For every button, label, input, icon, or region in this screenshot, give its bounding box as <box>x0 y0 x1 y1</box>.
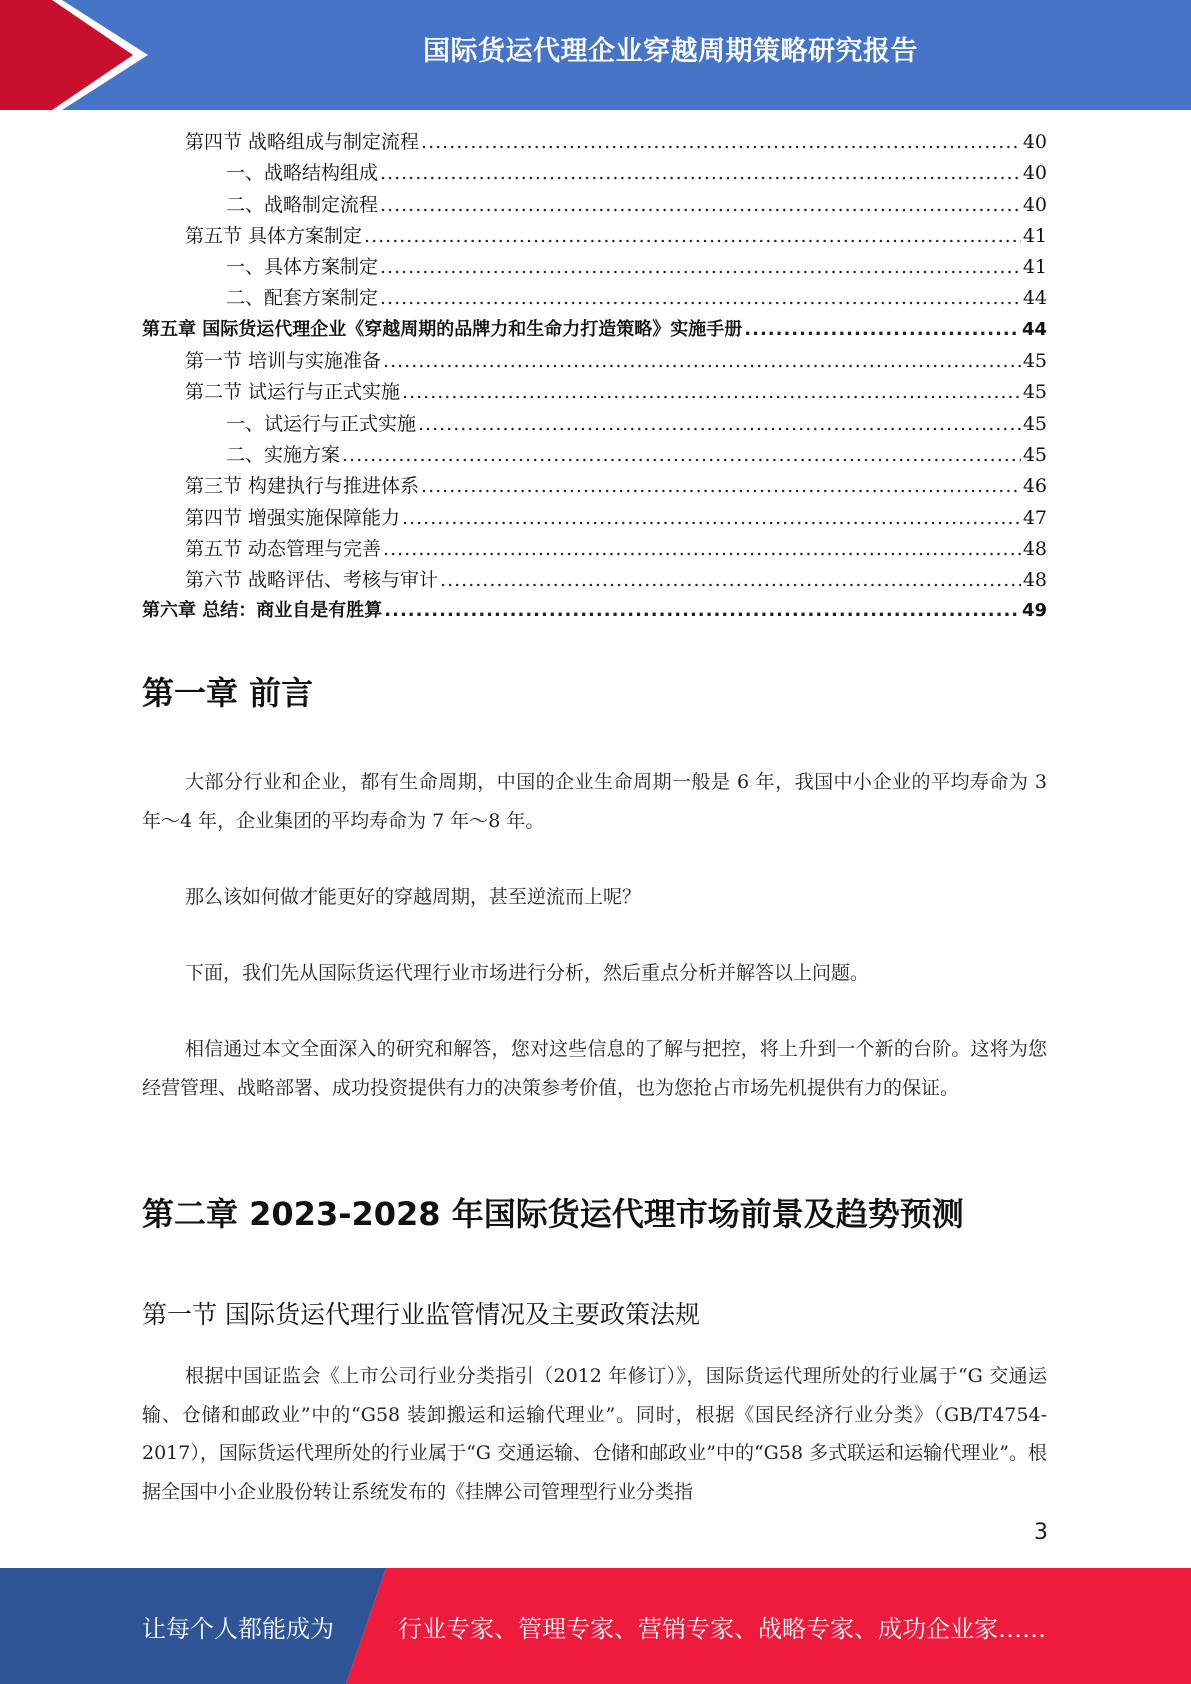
toc-entry[interactable] <box>142 315 1047 346</box>
toc-leader-dots <box>744 319 1020 340</box>
chapter-1-paragraph-2: 那么该如何做才能更好的穿越周期，甚至逆流而上呢？ <box>185 886 642 908</box>
toc-leader-dots <box>383 350 1021 372</box>
toc-entry-label: 第二节 试运行与正式实施 <box>185 381 401 404</box>
toc-entry-page: 45 <box>1022 412 1047 435</box>
toc-entry-label: 第四节 增强实施保障能力 <box>185 506 401 529</box>
chapter-2-heading: 第二章 2023-2028 年国际货运代理市场前景及趋势预测 <box>142 1195 964 1233</box>
toc-entry-page: 46 <box>1022 475 1047 498</box>
toc-entry-label: 第一节 培训与实施准备 <box>185 350 382 373</box>
toc-entry-page: 45 <box>1022 350 1047 373</box>
toc-entry-label: 一、试运行与正式实施 <box>226 412 417 435</box>
toc-entry-label: 第五章 国际货运代理企业《穿越周期的品牌力和生命力打造策略》实施手册 <box>142 318 743 340</box>
toc-entry-label: 第五节 具体方案制定 <box>185 224 363 247</box>
toc-entry-page: 40 <box>1022 162 1047 185</box>
toc-entry-page: 44 <box>1022 287 1047 310</box>
page-footer <box>0 1568 1191 1684</box>
toc-entry-label: 一、具体方案制定 <box>226 256 379 279</box>
toc-entry-page: 44 <box>1021 318 1047 340</box>
toc-leader-dots <box>402 381 1021 403</box>
toc-entry-label: 二、配套方案制定 <box>226 287 379 310</box>
toc-leader-dots <box>402 507 1021 529</box>
toc-entry-page: 41 <box>1022 256 1047 279</box>
toc-entry[interactable] <box>142 377 1047 408</box>
toc-entry[interactable] <box>142 409 1047 440</box>
toc-entry-page: 48 <box>1022 537 1047 560</box>
toc-leader-dots <box>380 162 1021 184</box>
toc-entry-page: 45 <box>1022 381 1047 404</box>
toc-entry[interactable] <box>142 440 1047 471</box>
toc-entry[interactable] <box>142 596 1047 627</box>
toc-leader-dots <box>364 225 1021 247</box>
toc-entry-label: 二、战略制定流程 <box>226 193 379 216</box>
toc-entry[interactable] <box>142 283 1047 314</box>
toc-entry-page: 40 <box>1022 131 1047 153</box>
toc-leader-dots <box>421 475 1021 497</box>
toc-leader-dots <box>383 538 1021 560</box>
footer-slogan-right: 行业专家、管理专家、营销专家、战略专家、成功企业家…… <box>398 1614 1046 1643</box>
toc-entry-page: 45 <box>1022 443 1047 466</box>
toc-entry[interactable] <box>142 346 1047 377</box>
toc-entry-page: 48 <box>1022 569 1047 592</box>
toc-leader-dots <box>380 256 1021 278</box>
toc-entry[interactable] <box>142 471 1047 502</box>
toc-entry-label: 二、实施方案 <box>226 443 341 466</box>
toc-entry-page: 40 <box>1022 193 1047 216</box>
toc-entry-label: 第六节 战略评估、考核与审计 <box>185 569 439 592</box>
toc-leader-dots <box>440 569 1021 591</box>
page-header <box>0 0 1191 110</box>
report-title: 国际货运代理企业穿越周期策略研究报告 <box>423 35 918 67</box>
toc-entry-label: 一、战略结构组成 <box>226 162 379 185</box>
toc-entry[interactable] <box>142 503 1047 534</box>
header-arrow-decoration <box>0 0 150 110</box>
footer-slogan-left: 让每个人都能成为 <box>142 1614 334 1643</box>
table-of-contents <box>142 127 1047 628</box>
toc-entry-label: 第五节 动态管理与完善 <box>185 537 382 560</box>
toc-entry[interactable] <box>142 565 1047 596</box>
toc-entry[interactable] <box>142 252 1047 283</box>
toc-entry[interactable] <box>142 158 1047 189</box>
toc-entry-page: 49 <box>1021 600 1047 622</box>
toc-entry[interactable] <box>142 190 1047 221</box>
chapter-1-paragraph-3: 下面，我们先从国际货运代理行业市场进行分析，然后重点分析并解答以上问题。 <box>185 962 870 984</box>
chapter-1-heading: 第一章 前言 <box>142 674 314 712</box>
page-number: 3 <box>1034 1520 1048 1545</box>
section-1-paragraph: 根据中国证监会《上市公司行业分类指引（2012 年修订）》，国际货运代理所处的行业属于“G 交通运输、仓储和邮政业”中的“G58 装卸搬运和运输代理业”。同时，根据《国民经济行业分类》（GB/T4754-2017），国际货运代理所处的行业属于“G 交通运输、仓储和邮政业”中的“G58 多式联运和运输代理业”。根据全国中小企业股份转让系统发布的《挂牌公司管理型行业分类指 <box>142 1365 1047 1503</box>
toc-entry-page: 47 <box>1022 506 1047 529</box>
toc-entry-label: 第六章 总结：商业自是有胜算 <box>142 600 383 622</box>
chapter-1-paragraph-1: 大部分行业和企业，都有生命周期，中国的企业生命周期一般是 6 年，我国中小企业的平均寿命为 3 年～4 年，企业集团的平均寿命为 7 年～8 年。 <box>142 771 1047 832</box>
toc-entry[interactable] <box>142 221 1047 252</box>
toc-entry[interactable] <box>142 127 1047 158</box>
toc-leader-dots <box>384 600 1020 621</box>
toc-leader-dots <box>421 131 1021 153</box>
toc-entry-label: 第四节 战略组成与制定流程 <box>185 131 420 153</box>
toc-leader-dots <box>342 444 1021 466</box>
toc-entry-label: 第三节 构建执行与推进体系 <box>185 475 420 498</box>
chapter-1-paragraph-4: 相信通过本文全面深入的研究和解答，您对这些信息的了解与把控，将上升到一个新的台阶。这将为您经营管理、战略部署、成功投资提供有力的决策参考价值，也为您抢占市场先机提供有力的保证。 <box>142 1038 1047 1099</box>
toc-entry-page: 41 <box>1022 224 1047 247</box>
toc-entry[interactable] <box>142 534 1047 565</box>
toc-leader-dots <box>380 194 1021 216</box>
toc-leader-dots <box>380 287 1021 309</box>
section-1-heading: 第一节 国际货运代理行业监管情况及主要政策法规 <box>142 1300 700 1329</box>
toc-leader-dots <box>418 413 1021 435</box>
